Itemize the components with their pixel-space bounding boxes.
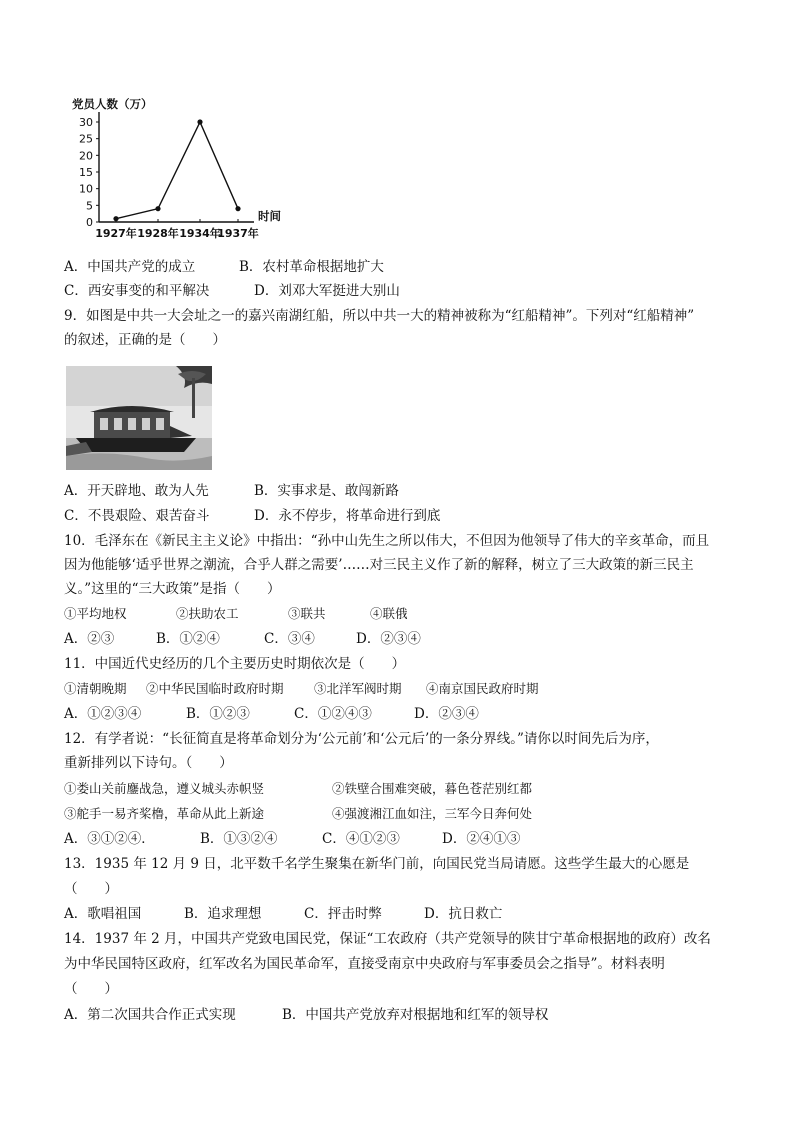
q11-option-d[interactable]: D．②③④	[414, 706, 479, 722]
q13-option-b[interactable]: B．追求理想	[184, 906, 262, 922]
chart-x-tick-label: 1937年	[217, 227, 259, 240]
q10-item-3: ③联共	[288, 606, 326, 621]
chart-y-tick-label: 20	[79, 149, 93, 163]
q11-item-3: ③北洋军阀时期	[314, 681, 402, 696]
chart-x-tick-label: 1934年	[179, 227, 221, 240]
q10-stem-line-3: 义。”这里的“三大政策”是指（ ）	[64, 581, 281, 597]
chart-series-line	[116, 122, 238, 219]
q12-item-3: ③舵手一易齐桨橹，革命从此上新途	[64, 806, 265, 821]
chart-y-tick-label: 30	[79, 116, 93, 129]
chart-point-0	[113, 216, 118, 221]
q12-item-4: ④强渡湘江血如注，三军今日奔何处	[332, 806, 533, 821]
q10-option-a[interactable]: A．②③	[64, 631, 115, 647]
q11-item-2: ②中华民国临时政府时期	[146, 681, 284, 696]
chart-y-tick-label: 5	[86, 199, 93, 213]
q11-option-b[interactable]: B．①②③	[186, 706, 250, 722]
q13-stem-line-1: 13．1935 年 12 月 9 日，北平数千名学生聚集在新华门前，向国民党当局请愿。这些学生最大的心愿是	[64, 856, 690, 872]
q11-item-1: ①清朝晚期	[64, 681, 127, 696]
q11-option-a[interactable]: A．①②③④	[64, 706, 142, 722]
q12-stem-line-2: 重新排列以下诗句。（ ）	[64, 755, 233, 771]
q13-stem-line-2: （ ）	[64, 881, 118, 897]
chart-point-2	[197, 119, 202, 124]
party-membership-line-chart	[64, 92, 294, 247]
chart-y-tick-label: 0	[86, 216, 93, 229]
chart-y-tick-label: 25	[79, 132, 93, 146]
q10-option-d[interactable]: D．②③④	[356, 631, 421, 647]
q10-item-4: ④联俄	[370, 606, 408, 621]
q12-stem-line-1: 12．有学者说：“长征简直是将革命划分为‘公元前’和‘公元后’的一条分界线。”请你以时间先后为序，	[64, 731, 659, 747]
chart-y-tick-label: 10	[79, 182, 93, 196]
q14-stem-line-1: 14．1937 年 2 月，中国共产党致电国民党，保证“工农政府（共产党领导的陕甘宁革命根据地的政府）改名	[64, 931, 711, 947]
chart-x-tick-label: 1927年	[95, 227, 137, 240]
q12-item-1: ①娄山关前鏖战急，遵义城头赤帜竖	[64, 781, 265, 796]
q12-item-2: ②铁壁合围难突破，暮色苍茫别红都	[332, 781, 533, 796]
q13-option-a[interactable]: A．歌唱祖国	[64, 906, 142, 922]
q9-stem-line-2: 的叙述，正确的是（ ）	[64, 332, 226, 348]
q10-stem-line-1: 10．毛泽东在《新民主主义论》中指出：“孙中山先生之所以伟大，不但因为他领导了伟大的辛亥革命，而且	[64, 533, 710, 549]
q10-stem-line-2: 因为他能够‘适乎世界之潮流，合乎人群之需要’……对三民主义作了新的解释，树立了三大政策的新三民主	[64, 557, 694, 573]
q10-item-2: ②扶助农工	[176, 606, 239, 621]
q12-option-b[interactable]: B．①③②④	[200, 831, 278, 847]
q11-option-c[interactable]: C．①②④③	[294, 706, 372, 722]
q11-stem: 11．中国近代史经历的几个主要历史时期依次是（ ）	[64, 656, 406, 672]
q9-option-a[interactable]: A．开天辟地、敢为人先	[64, 483, 209, 499]
q13-option-c[interactable]: C．抨击时弊	[304, 906, 382, 922]
q10-option-c[interactable]: C．③④	[264, 631, 315, 647]
chart-point-3	[235, 206, 240, 211]
q9-option-b[interactable]: B．实事求是、敢闯新路	[254, 483, 399, 499]
south-lake-red-boat-photo	[66, 366, 212, 470]
chart-y-tick-label: 15	[79, 166, 93, 179]
q8-option-a[interactable]: A．中国共产党的成立	[64, 259, 196, 275]
q14-stem-line-2: 为中华民国特区政府，红军改名为国民革命军，直接受南京中央政府与军事委员会之指导”。材料表明	[64, 956, 665, 972]
q12-option-a[interactable]: A．③①②④．	[64, 831, 155, 847]
q10-option-b[interactable]: B．①②④	[156, 631, 220, 647]
q8-option-b[interactable]: B．农村革命根据地扩大	[239, 259, 384, 275]
chart-point-1	[155, 206, 160, 211]
q13-option-d[interactable]: D．抗日救亡	[424, 906, 503, 922]
chart-y-label: 党员人数（万）	[72, 97, 153, 111]
q10-item-1: ①平均地权	[64, 606, 127, 621]
q12-option-c[interactable]: C．④①②③	[322, 831, 400, 847]
q9-stem-line-1: 9．如图是中共一大会址之一的嘉兴南湖红船，所以中共一大的精神被称为“红船精神”。下列对“红船精神”	[64, 308, 695, 324]
q12-option-d[interactable]: D．②④①③	[442, 831, 521, 847]
q14-option-a[interactable]: A．第二次国共合作正式实现	[64, 1007, 236, 1023]
q9-option-d[interactable]: D．永不停步，将革命进行到底	[254, 508, 441, 524]
q14-stem-line-3: （ ）	[64, 981, 118, 997]
q8-option-d[interactable]: D．刘邓大军挺进大别山	[254, 283, 400, 299]
q11-item-4: ④南京国民政府时期	[426, 681, 539, 696]
q8-option-c[interactable]: C．西安事变的和平解决	[64, 283, 210, 299]
chart-x-tick-label: 1928年	[137, 227, 179, 240]
q9-option-c[interactable]: C．不畏艰险、艰苦奋斗	[64, 508, 210, 524]
q14-option-b[interactable]: B．中国共产党放弃对根据地和红军的领导权	[282, 1007, 549, 1023]
chart-x-label: 时间	[258, 209, 281, 223]
